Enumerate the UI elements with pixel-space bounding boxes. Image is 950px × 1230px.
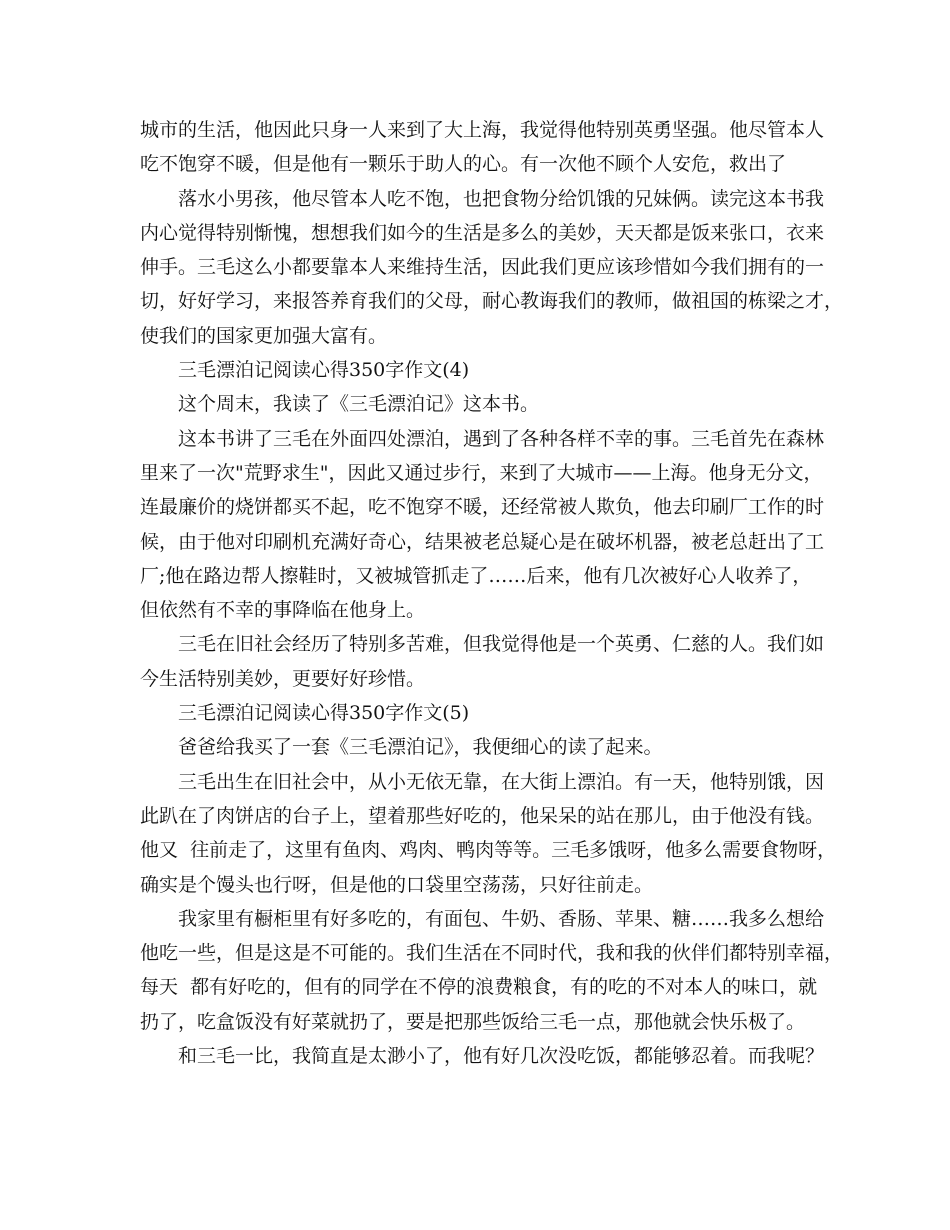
text-line: 他吃一些，但是这是不可能的。我们生活在不同时代，我和我的伙伴们都特别幸福， (140, 942, 844, 965)
text-line: 三毛在旧社会经历了特别多苦难，但我觉得他是一个英勇、仁慈的人。我们如 (178, 633, 825, 656)
text-line: 吃不饱穿不暖，但是他有一颗乐于助人的心。有一次他不顾个人安危，救出了 (140, 153, 787, 176)
text-line: 连最廉价的烧饼都买不起，吃不饱穿不暖，还经常被人欺负，他去印刷厂工作的时 (140, 496, 825, 519)
text-line: 里来了一次"荒野求生"，因此又通过步行，来到了大城市——上海。他身无分文， (140, 461, 823, 484)
text-line: 爸爸给我买了一套《三毛漂泊记》，我便细心的读了起来。 (178, 736, 663, 759)
text-line: 使我们的国家更加强大富有。 (140, 324, 388, 347)
text-line: 候，由于他对印刷机充满好奇心，结果被老总疑心是在破坏机器，被老总赶出了工 (140, 530, 825, 553)
text-line: 和三毛一比，我简直是太渺小了，他有好几次没吃饭，都能够忍着。而我呢？ (178, 1045, 825, 1068)
text-line: 此趴在了肉饼店的台子上，望着那些好吃的，他呆呆的站在那儿，由于他没有钱。 (140, 804, 825, 827)
text-line: 三毛漂泊记阅读心得350字作文(4) (178, 359, 470, 382)
text-line: 伸手。三毛这么小都要靠本人来维持生活，因此我们更应该珍惜如今我们拥有的一 (140, 256, 825, 279)
text-line: 我家里有橱柜里有好多吃的，有面包、牛奶、香肠、苹果、糖……我多么想给 (178, 907, 825, 930)
text-line: 这本书讲了三毛在外面四处漂泊，遇到了各种各样不幸的事。三毛首先在森林 (178, 427, 825, 450)
text-line: 切，好好学习，来报答养育我们的父母，耐心教诲我们的教师，做祖国的栋梁之才， (140, 290, 844, 313)
text-line: 城市的生活，他因此只身一人来到了大上海，我觉得他特别英勇坚强。他尽管本人 (140, 119, 825, 141)
text-line: 但依然有不幸的事降临在他身上。 (140, 599, 426, 622)
text-line: 扔了，吃盒饭没有好菜就扔了，要是把那些饭给三毛一点，那他就会快乐极了。 (140, 1010, 806, 1033)
text-line: 内心觉得特别惭愧，想想我们如今的生活是多么的美妙，天天都是饭来张口，衣来 (140, 221, 825, 244)
text-line: 三毛漂泊记阅读心得350字作文(5) (178, 702, 470, 725)
text-line: 三毛出生在旧社会中，从小无依无靠，在大街上漂泊。有一天，他特别饿，因 (178, 770, 825, 793)
text-line: 每天 都有好吃的，但有的同学在不停的浪费粮食，有的吃的不对本人的味口，就 (140, 976, 818, 999)
text-line: 这个周末，我读了《三毛漂泊记》这本书。 (178, 393, 540, 416)
text-line: 他又 往前走了，这里有鱼肉、鸡肉、鸭肉等等。三毛多饿呀，他多么需要食物呀， (140, 839, 837, 862)
document-body (140, 113, 844, 1073)
text-line: 落水小男孩，他尽管本人吃不饱，也把食物分给饥饿的兄妹俩。读完这本书我 (178, 187, 825, 210)
text-line: 厂;他在路边帮人擦鞋时，又被城管抓走了……后来，他有几次被好心人收养了， (140, 564, 812, 587)
text-line: 确实是个馒头也行呀，但是他的口袋里空荡荡，只好往前走。 (140, 873, 654, 896)
text-line: 今生活特别美妙，更要好好珍惜。 (140, 667, 426, 690)
